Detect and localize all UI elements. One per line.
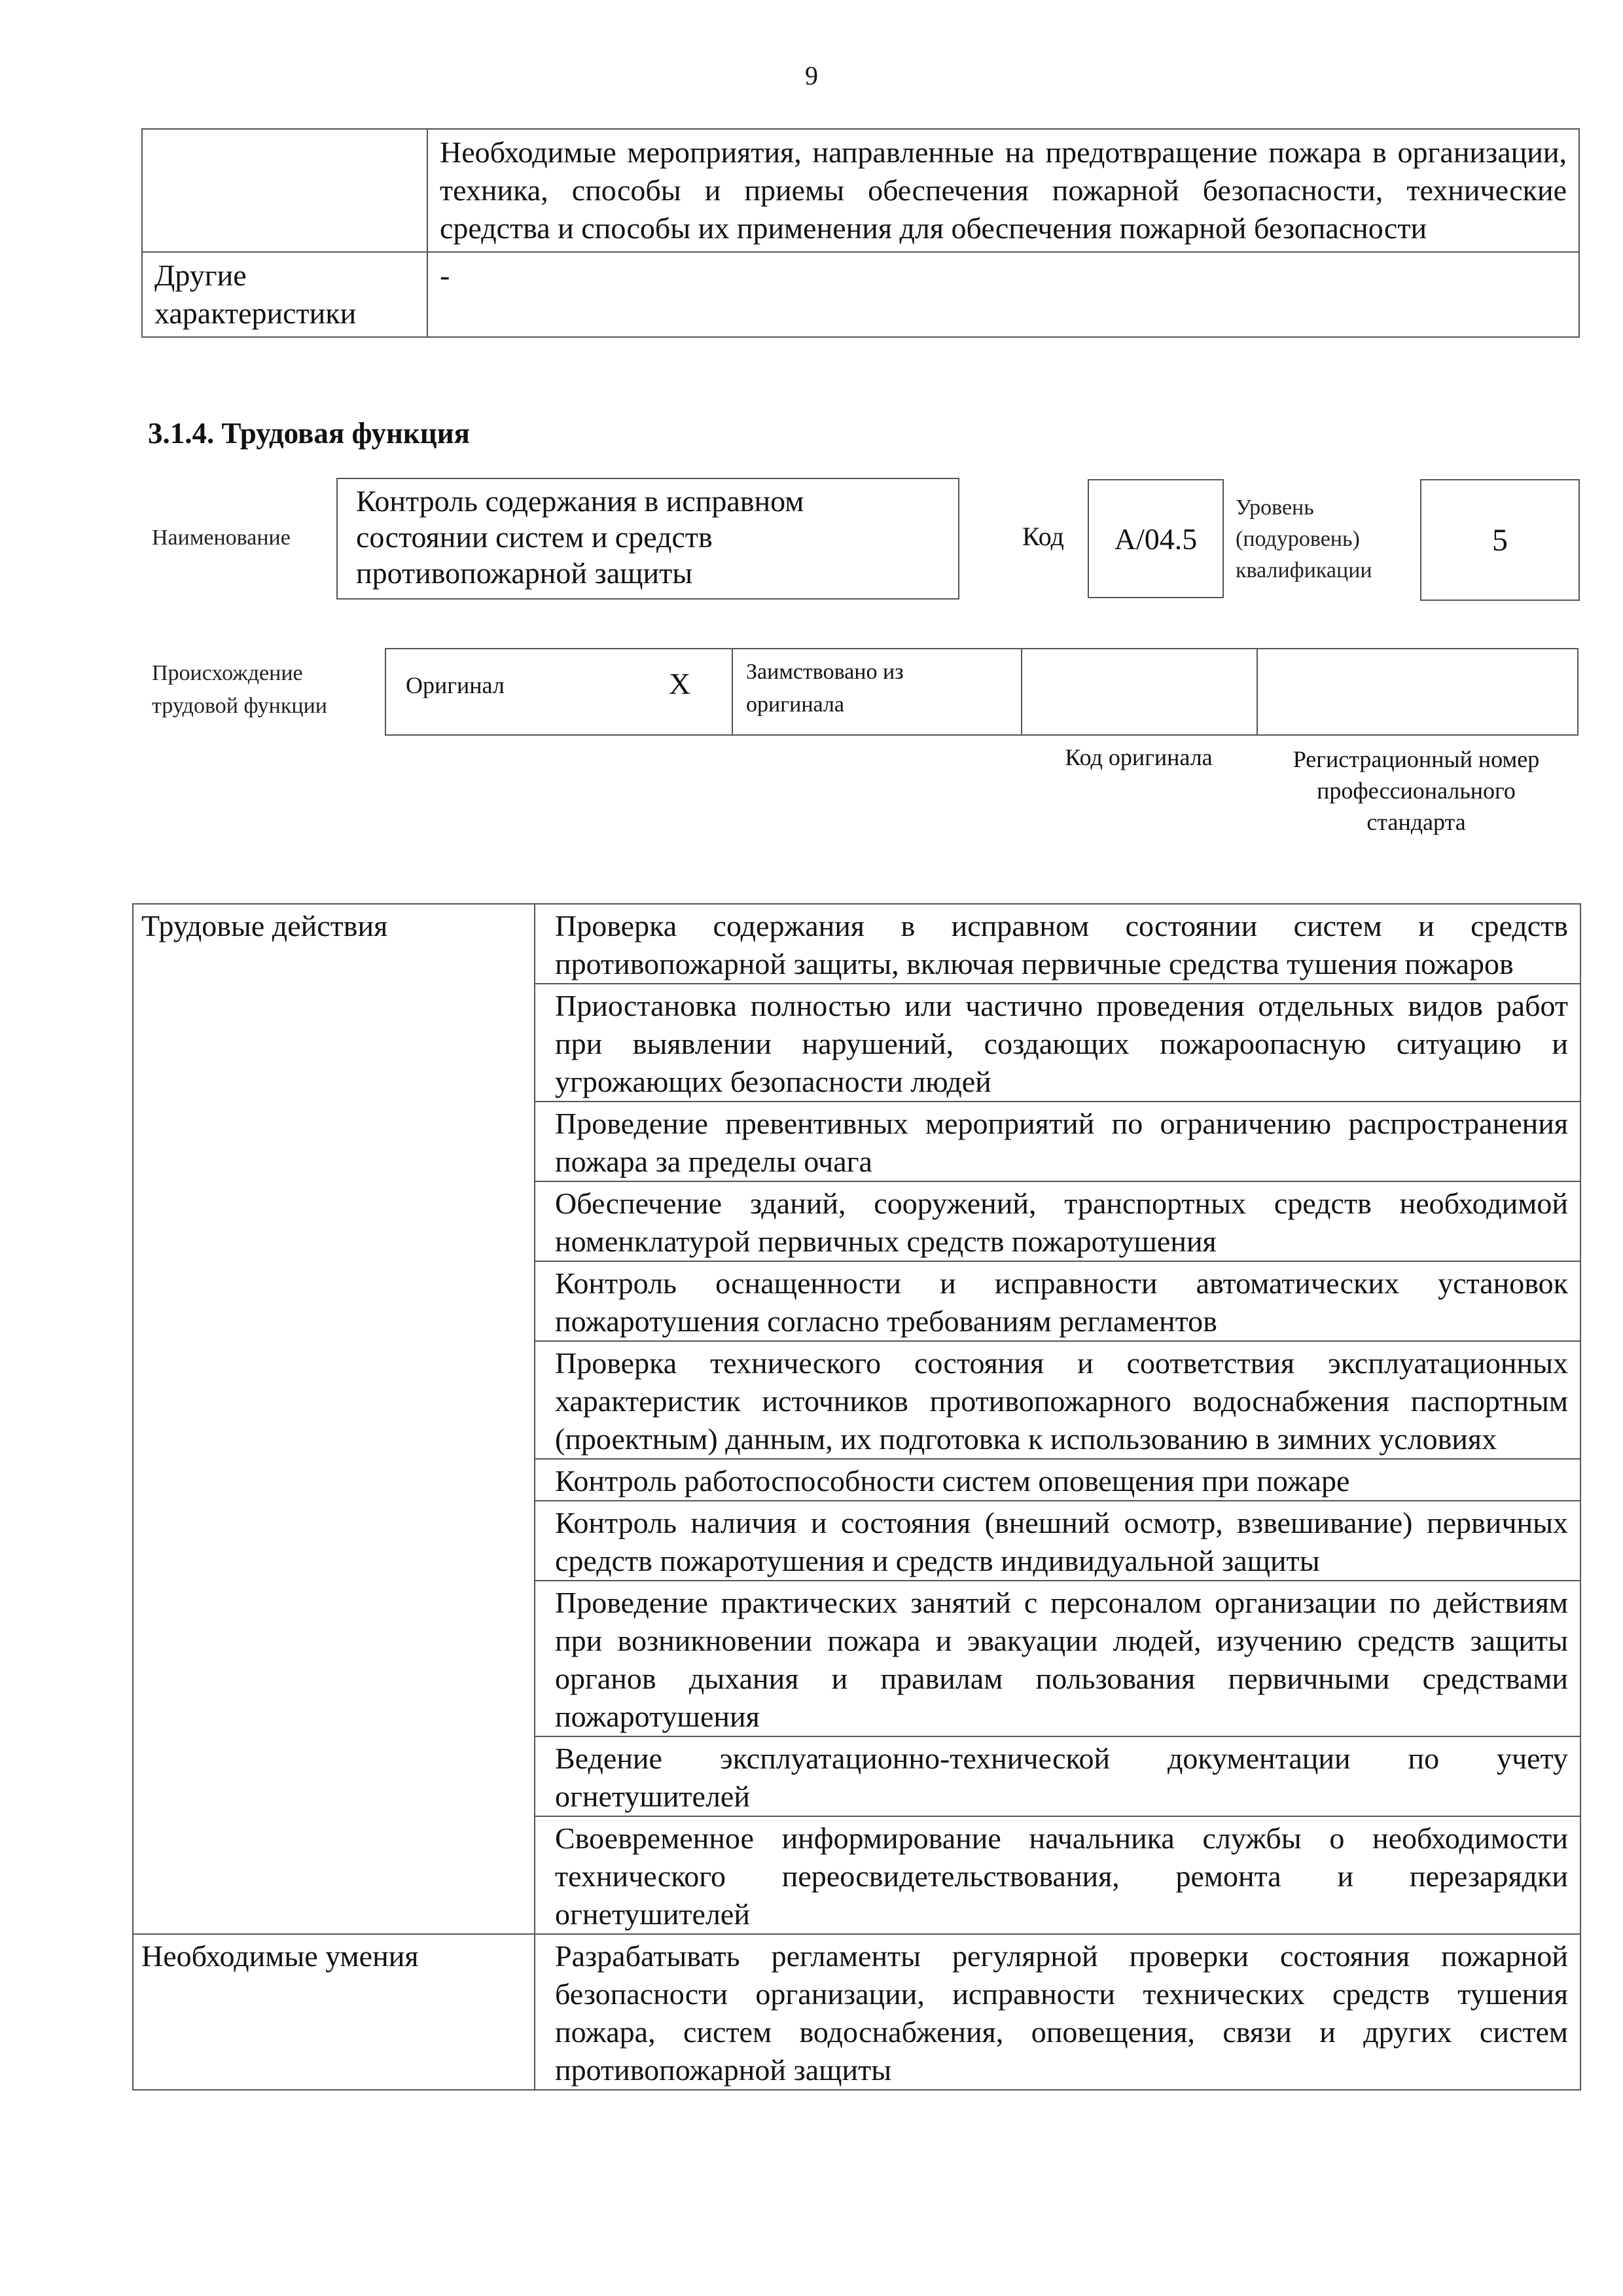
- labor-action-item: Ведение эксплуатационно-технической документации по учету огнетушителей: [535, 1736, 1580, 1816]
- labor-action-item: Приостановка полностью или частично проведения отдельных видов работ при выявлении нарушений, создающих пожароопасную ситуацию и угрожающих безопасности людей: [535, 984, 1580, 1102]
- labor-action-item: Проверка содержания в исправном состоянии систем и средств противопожарной защиты, включая первичные средства тушения пожаров: [535, 904, 1580, 984]
- row-text: Необходимые мероприятия, направленные на предотвращение пожара в организации, техника, способы и приемы обеспечения пожарной безопасности, технические средства и способы их применения для обеспечения пожарной безопасности: [427, 129, 1579, 252]
- labor-action-item: Контроль оснащенности и исправности автоматических установок пожаротушения согласно требованиям регламентов: [535, 1261, 1580, 1341]
- borrowed-cell: [733, 649, 1022, 734]
- reg-number-cell: [1258, 649, 1577, 734]
- row-text: -: [427, 252, 1579, 337]
- code-original-caption: Код оригинала: [1065, 744, 1213, 770]
- table-row: [142, 129, 1579, 252]
- original-label: Оригинал: [406, 672, 505, 698]
- labor-action-item: Проведение превентивных мероприятий по ограничению распространения пожара за пределы очага: [535, 1102, 1580, 1181]
- reg-number-caption: Регистрационный номер профессионального стандарта: [1293, 746, 1540, 835]
- section-heading: 3.1.4. Трудовая функция: [148, 417, 471, 450]
- name-label: Наименование: [152, 526, 291, 550]
- borrowed-label: Заимствовано из оригинала: [746, 660, 904, 717]
- labor-action-item: Проверка технического состояния и соответствия эксплуатационных характеристик источников противопожарного водоснабжения паспортным (проектным) данным, их подготовка к использованию в зимних условиях: [535, 1341, 1580, 1459]
- table-row: [133, 904, 1580, 984]
- page-number: 9: [805, 61, 818, 90]
- table-row: [133, 1934, 1580, 2090]
- row-label: Другие характеристики: [142, 252, 427, 337]
- code-label: Код: [1022, 522, 1064, 551]
- labor-action-item: Обеспечение зданий, сооружений, транспортных средств необходимой номенклатурой первичных средств пожаротушения: [535, 1181, 1580, 1261]
- original-cell: [386, 649, 733, 734]
- origin-table: [385, 648, 1578, 736]
- labor-action-item: Своевременное информирование начальника службы о необходимости технического переосвидетельствования, ремонта и перезарядки огнетушителей: [535, 1816, 1580, 1934]
- labor-actions-label: Трудовые действия: [133, 904, 535, 1934]
- function-name-box: Контроль содержания в исправном состоянии систем и средств противопожарной защиты: [336, 478, 959, 600]
- labor-action-item: Проведение практических занятий с персоналом организации по действиям при возникновении пожара и эвакуации людей, изучению средств защиты органов дыхания и правилам пользования первичными средствами пожаротушения: [535, 1581, 1580, 1736]
- top-table: [141, 128, 1580, 338]
- table-row: [142, 252, 1579, 337]
- labor-action-item: Контроль наличия и состояния (внешний осмотр, взвешивание) первичных средств пожаротушения и средств индивидуальной защиты: [535, 1501, 1580, 1581]
- labor-action-item: Контроль работоспособности систем оповещения при пожаре: [535, 1459, 1580, 1501]
- skills-label: Необходимые умения: [133, 1934, 535, 2090]
- level-box: 5: [1420, 479, 1580, 601]
- code-box: A/04.5: [1088, 479, 1224, 598]
- level-label: Уровень (подуровень) квалификации: [1236, 495, 1372, 583]
- row-label: [142, 129, 427, 252]
- skill-item: Разрабатывать регламенты регулярной проверки состояния пожарной безопасности организации, исправности технических средств тушения пожара, систем водоснабжения, оповещения, связи и других систем противопожарной защиты: [535, 1934, 1580, 2090]
- origin-label: Происхождение трудовой функции: [152, 661, 327, 718]
- code-original-cell: [1022, 649, 1258, 734]
- labor-actions-table: [132, 903, 1581, 2090]
- original-mark: X: [669, 667, 691, 700]
